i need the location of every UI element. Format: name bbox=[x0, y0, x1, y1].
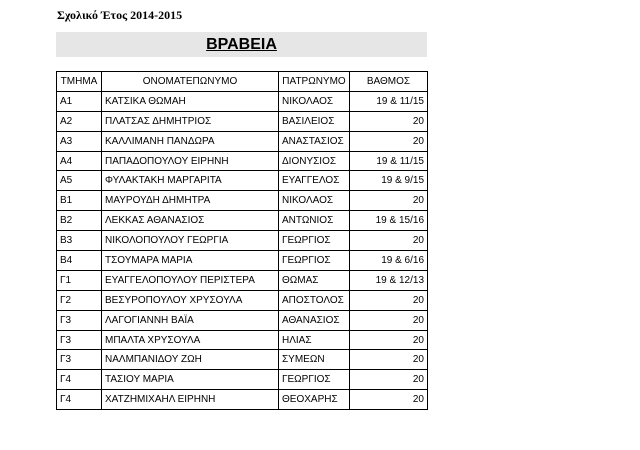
cell-class: Γ4 bbox=[57, 390, 102, 410]
cell-grade: 20 bbox=[350, 191, 428, 211]
cell-father-name: ΑΘΑΝΑΣΙΟΣ bbox=[279, 310, 350, 330]
cell-name: ΛΑΓΟΓΙΑΝΝΗ ΒΑΪΑ bbox=[102, 310, 279, 330]
school-year: Σχολικό Έτος 2014-2015 bbox=[57, 8, 183, 22]
cell-class: Α1 bbox=[57, 91, 102, 111]
cell-father-name: ΓΕΩΡΓΙΟΣ bbox=[279, 251, 350, 271]
table-row bbox=[57, 231, 428, 251]
column-header-father: ΠΑΤΡΩΝΥΜΟ bbox=[279, 72, 350, 92]
table-row bbox=[57, 171, 428, 191]
cell-father-name: ΘΩΜΑΣ bbox=[279, 270, 350, 290]
cell-class: Β1 bbox=[57, 191, 102, 211]
cell-name: ΧΑΤΖΗΜΙΧΑΗΛ ΕΙΡΗΝΗ bbox=[102, 390, 279, 410]
table-row bbox=[57, 350, 428, 370]
table-row bbox=[57, 270, 428, 290]
cell-name: ΝΙΚΟΛΟΠΟΥΛΟΥ ΓΕΩΡΓΙΑ bbox=[102, 231, 279, 251]
table-row bbox=[57, 211, 428, 231]
table-row bbox=[57, 151, 428, 171]
table-row bbox=[57, 330, 428, 350]
cell-name: ΠΑΠΑΔΟΠΟΥΛΟΥ ΕΙΡΗΝΗ bbox=[102, 151, 279, 171]
cell-class: Β4 bbox=[57, 251, 102, 271]
table-row bbox=[57, 310, 428, 330]
cell-father-name: ΓΕΩΡΓΙΟΣ bbox=[279, 370, 350, 390]
cell-grade: 19 & 15/16 bbox=[350, 211, 428, 231]
cell-class: Α4 bbox=[57, 151, 102, 171]
cell-grade: 20 bbox=[350, 231, 428, 251]
page-title: ΒΡΑΒΕΙΑ bbox=[206, 36, 277, 53]
cell-grade: 20 bbox=[350, 330, 428, 350]
cell-name: ΝΑΛΜΠΑΝΙΔΟΥ ΖΩΗ bbox=[102, 350, 279, 370]
cell-name: ΤΑΣΙΟΥ ΜΑΡΙΑ bbox=[102, 370, 279, 390]
awards-table bbox=[56, 71, 428, 410]
table-body bbox=[57, 91, 428, 409]
cell-name: ΚΑΤΣΙΚΑ ΘΩΜΑΗ bbox=[102, 91, 279, 111]
cell-grade: 20 bbox=[350, 310, 428, 330]
cell-grade: 20 bbox=[350, 390, 428, 410]
column-header-class: ΤΜΗΜΑ bbox=[57, 72, 102, 92]
cell-father-name: ΑΠΟΣΤΟΛΟΣ bbox=[279, 290, 350, 310]
cell-grade: 20 bbox=[350, 290, 428, 310]
cell-grade: 19 & 6/16 bbox=[350, 251, 428, 271]
cell-class: Β2 bbox=[57, 211, 102, 231]
cell-grade: 20 bbox=[350, 370, 428, 390]
cell-father-name: ΘΕΟΧΑΡΗΣ bbox=[279, 390, 350, 410]
cell-father-name: ΣΥΜΕΩΝ bbox=[279, 350, 350, 370]
cell-father-name: ΑΝΑΣΤΑΣΙΟΣ bbox=[279, 131, 350, 151]
cell-class: Β3 bbox=[57, 231, 102, 251]
cell-grade: 19 & 11/15 bbox=[350, 151, 428, 171]
cell-class: Α3 bbox=[57, 131, 102, 151]
table-row bbox=[57, 191, 428, 211]
cell-grade: 20 bbox=[350, 131, 428, 151]
table-row bbox=[57, 370, 428, 390]
cell-class: Α2 bbox=[57, 111, 102, 131]
cell-class: Α5 bbox=[57, 171, 102, 191]
cell-name: ΠΛΑΤΣΑΣ ΔΗΜΗΤΡΙΟΣ bbox=[102, 111, 279, 131]
cell-father-name: ΗΛΙΑΣ bbox=[279, 330, 350, 350]
cell-name: ΦΥΛΑΚΤΑΚΗ ΜΑΡΓΑΡΙΤΑ bbox=[102, 171, 279, 191]
cell-class: Γ3 bbox=[57, 310, 102, 330]
cell-class: Γ3 bbox=[57, 350, 102, 370]
table-row bbox=[57, 390, 428, 410]
cell-father-name: ΝΙΚΟΛΑΟΣ bbox=[279, 191, 350, 211]
table-row bbox=[57, 91, 428, 111]
cell-grade: 19 & 11/15 bbox=[350, 91, 428, 111]
table-row bbox=[57, 251, 428, 271]
cell-name: ΤΣΟΥΜΑΡΑ ΜΑΡΙΑ bbox=[102, 251, 279, 271]
cell-class: Γ3 bbox=[57, 330, 102, 350]
cell-grade: 19 & 9/15 bbox=[350, 171, 428, 191]
table-row bbox=[57, 131, 428, 151]
cell-father-name: ΔΙΟΝΥΣΙΟΣ bbox=[279, 151, 350, 171]
cell-name: ΛΕΚΚΑΣ ΑΘΑΝΑΣΙΟΣ bbox=[102, 211, 279, 231]
column-header-grade: ΒΑΘΜΟΣ bbox=[350, 72, 428, 92]
cell-grade: 20 bbox=[350, 111, 428, 131]
table-header-row bbox=[57, 72, 428, 92]
cell-name: ΒΕΣΥΡΟΠΟΥΛΟΥ ΧΡΥΣΟΥΛΑ bbox=[102, 290, 279, 310]
column-header-name: ΟΝΟΜΑΤΕΠΩΝΥΜΟ bbox=[102, 72, 279, 92]
title-bar bbox=[56, 32, 427, 57]
cell-name: ΚΑΛΛΙΜΑΝΗ ΠΑΝΔΩΡΑ bbox=[102, 131, 279, 151]
cell-class: Γ2 bbox=[57, 290, 102, 310]
cell-father-name: ΓΕΩΡΓΙΟΣ bbox=[279, 231, 350, 251]
cell-father-name: ΝΙΚΟΛΑΟΣ bbox=[279, 91, 350, 111]
cell-father-name: ΕΥΑΓΓΕΛΟΣ bbox=[279, 171, 350, 191]
cell-grade: 19 & 12/13 bbox=[350, 270, 428, 290]
cell-name: ΜΑΥΡΟΥΔΗ ΔΗΜΗΤΡΑ bbox=[102, 191, 279, 211]
cell-class: Γ4 bbox=[57, 370, 102, 390]
table-row bbox=[57, 111, 428, 131]
table-row bbox=[57, 290, 428, 310]
cell-father-name: ΒΑΣΙΛΕΙΟΣ bbox=[279, 111, 350, 131]
cell-father-name: ΑΝΤΩΝΙΟΣ bbox=[279, 211, 350, 231]
cell-class: Γ1 bbox=[57, 270, 102, 290]
cell-name: ΕΥΑΓΓΕΛΟΠΟΥΛΟΥ ΠΕΡΙΣΤΕΡΑ bbox=[102, 270, 279, 290]
cell-name: ΜΠΑΛΤΑ ΧΡΥΣΟΥΛΑ bbox=[102, 330, 279, 350]
cell-grade: 20 bbox=[350, 350, 428, 370]
